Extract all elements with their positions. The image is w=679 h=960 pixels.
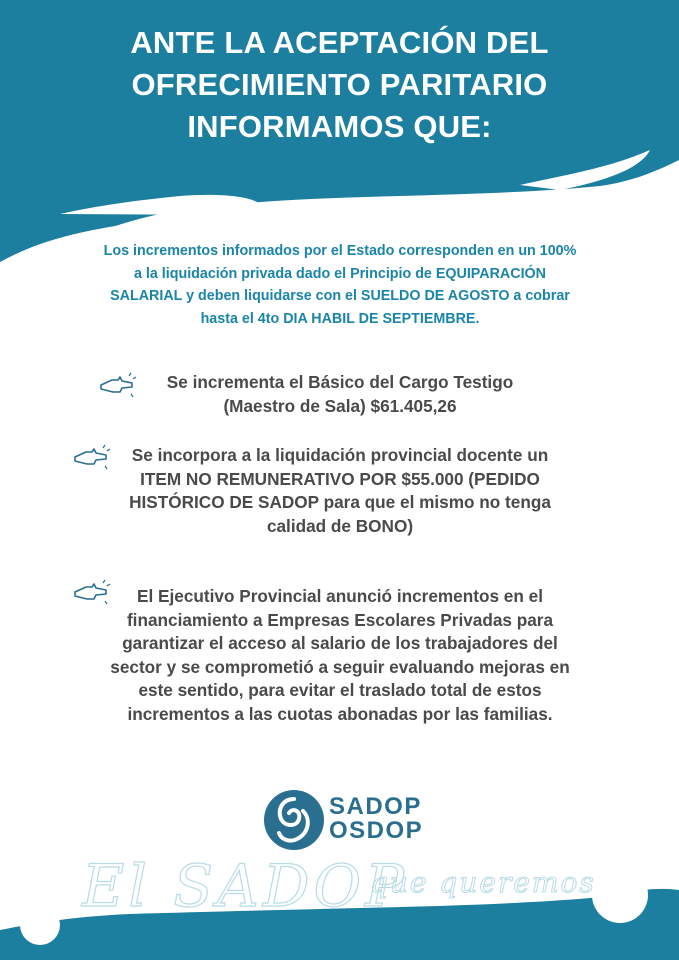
slogan-main: El SADOP — [82, 852, 409, 920]
bullet-basic-salary: Se incrementa el Básico del Cargo Testigo (Maestro de Sala) $61.405,26 — [166, 372, 514, 416]
sadop-logo — [263, 789, 443, 853]
intro-paragraph: Los incrementos informados por el Estado corresponden en un 100% a la liquidación privada dado el Principio de EQUIPARACIÓN SALARIAL y deben liquidarse con el SUELDO DE AGOSTO a cobrar hasta el 4to DIA HABIL DE SEPTIEMBRE. — [103, 243, 577, 327]
title-line-2: OFRECIMIENTO PARITARIO — [131, 67, 548, 102]
logo-line-2: OSDOP — [329, 817, 424, 844]
pointing-hand-icon — [72, 443, 112, 473]
slogan — [70, 848, 630, 928]
slogan-tail: que queremos — [370, 866, 596, 899]
sadop-logo-icon — [263, 789, 325, 851]
title-line-1: ANTE LA ACEPTACIÓN DEL — [130, 25, 549, 60]
bullet-non-remunerative-item: Se incorpora a la liquidación provincial docente un ITEM NO REMUNERATIVO POR $55.000 (PEDIDO HISTÓRICO DE SADOP para que el mismo no tenga calidad de BONO) — [129, 445, 551, 536]
title-line-3: INFORMAMOS QUE: — [187, 109, 492, 144]
logo-line-1: SADOP — [329, 793, 422, 820]
page-title — [0, 22, 679, 148]
bullet-provincial-funding: El Ejecutivo Provincial anunció incrementos en el financiamiento a Empresas Escolares Privadas para garantizar el acceso al salario de los trabajadores del sector y se comprometió a seguir evaluando mejoras en este sentido, para evitar el traslado total de estos incrementos a las cuotas abonadas por las familias. — [110, 586, 570, 724]
logo-wordmark — [329, 795, 423, 843]
